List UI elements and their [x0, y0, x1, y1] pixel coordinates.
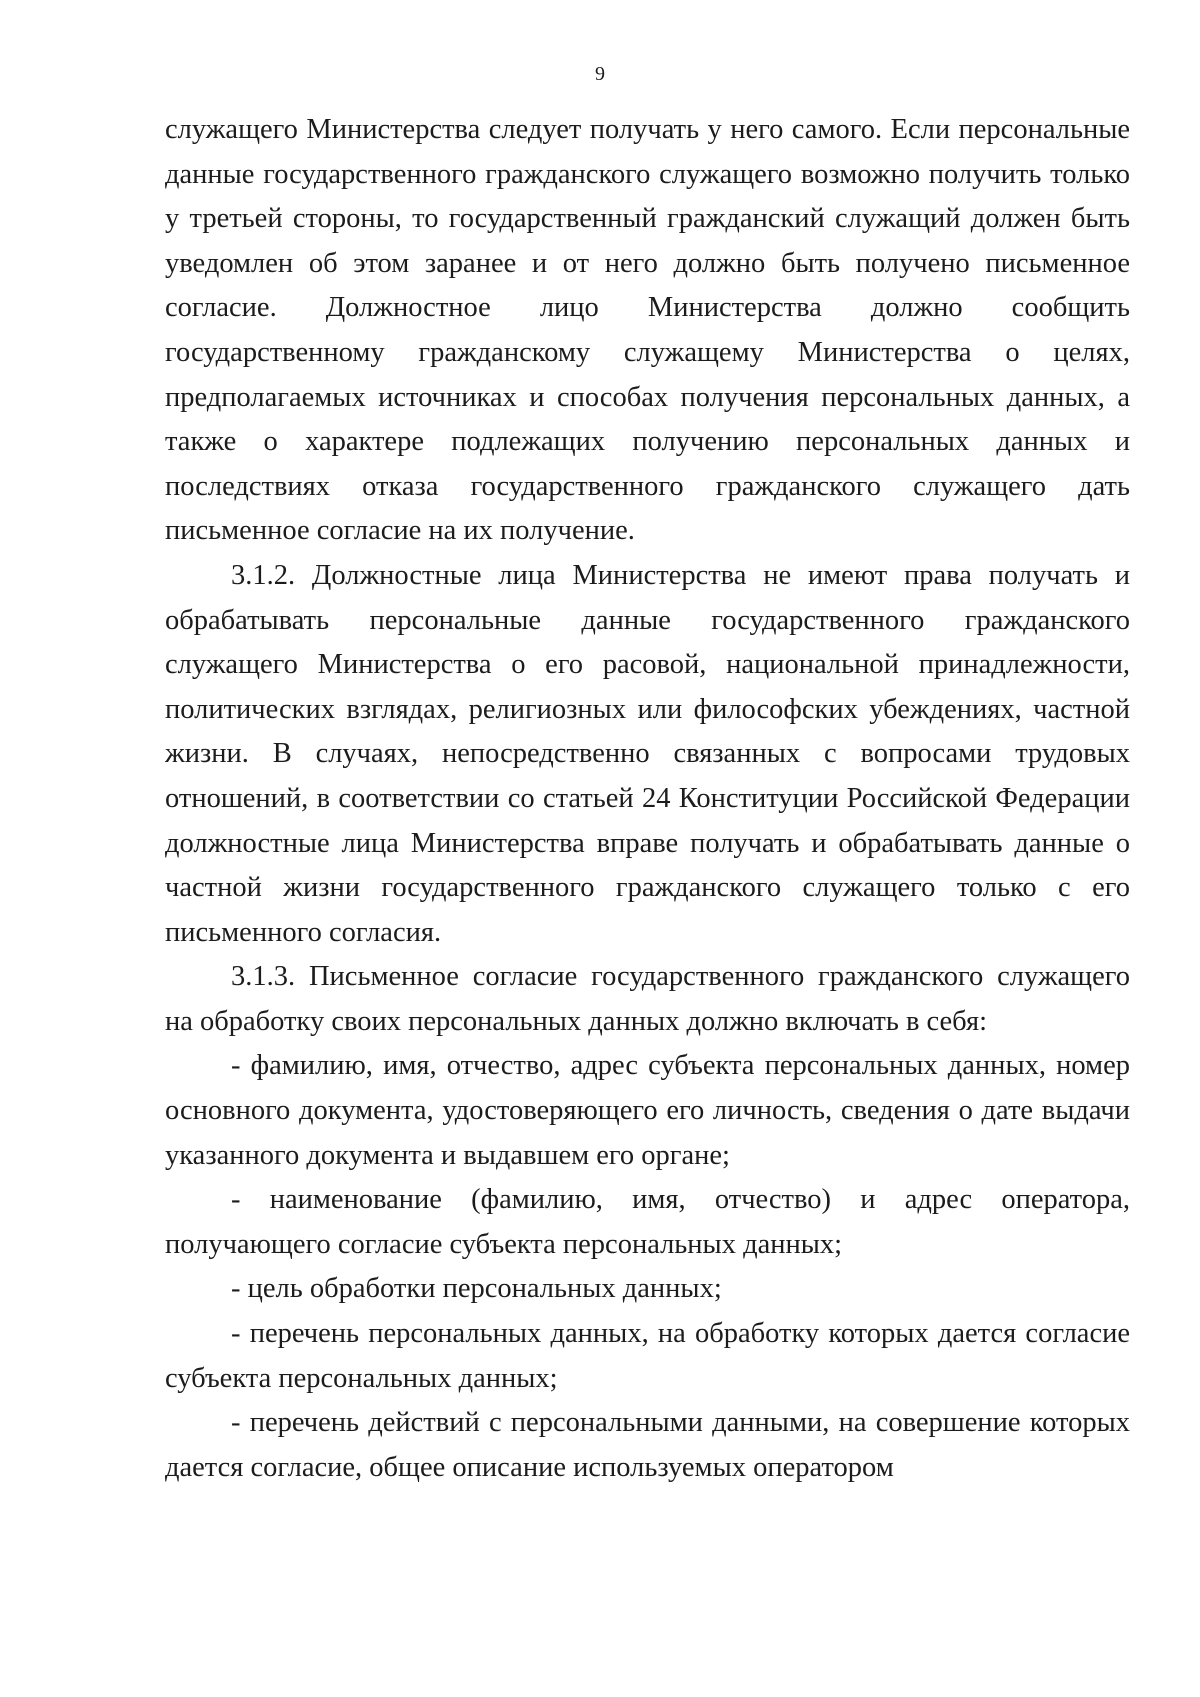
page-number: 9 — [595, 63, 605, 85]
list-item: - фамилию, имя, отчество, адрес субъекта персональных данных, номер основного документа, удостоверяющего его личность, сведения о дате выдачи указанного документа и выдавшем его органе; — [165, 1050, 1130, 1171]
list-item: - перечень действий с персональными данными, на совершение которых дается согласие, общее описание используемых оператором — [165, 1407, 1130, 1483]
document-body — [165, 108, 1130, 1490]
paragraph-3-1-3: 3.1.3. Письменное согласие государственного гражданского служащего на обработку своих персональных данных должно включать в себя: — [165, 961, 1130, 1037]
list-item: - наименование (фамилию, имя, отчество) и адрес оператора, получающего согласие субъекта персональных данных; — [165, 1184, 1130, 1260]
list-item: - цель обработки персональных данных; — [231, 1273, 722, 1305]
paragraph-3-1-2: 3.1.2. Должностные лица Министерства не имеют права получать и обрабатывать персональные данные государственного гражданского служащего Министерства о его расовой, национальной принадлежности, политических взглядах, религиозных или философских убеждениях, частной жизни. В случаях, непосредственно связанных с вопросами трудовых отношений, в соответствии со статьей 24 Конституции Российской Федерации должностные лица Министерства вправе получать и обрабатывать данные о частной жизни государственного гражданского служащего только с его письменного согласия. — [165, 559, 1130, 948]
paragraph-continuation: служащего Министерства следует получать у него самого. Если персональные данные государственного гражданского служащего возможно получить только у третьей стороны, то государственный гражданский служащий должен быть уведомлен об этом заранее и от него должно быть получено письменное согласие. Должностное лицо Министерства должно сообщить государственному гражданскому служащему Министерства о целях, предполагаемых источниках и способах получения персональных данных, а также о характере подлежащих получению персональных данных и последствиях отказа государственного гражданского служащего дать письменное согласие на их получение. — [165, 114, 1130, 547]
list-item: - перечень персональных данных, на обработку которых дается согласие субъекта персональных данных; — [165, 1318, 1130, 1394]
